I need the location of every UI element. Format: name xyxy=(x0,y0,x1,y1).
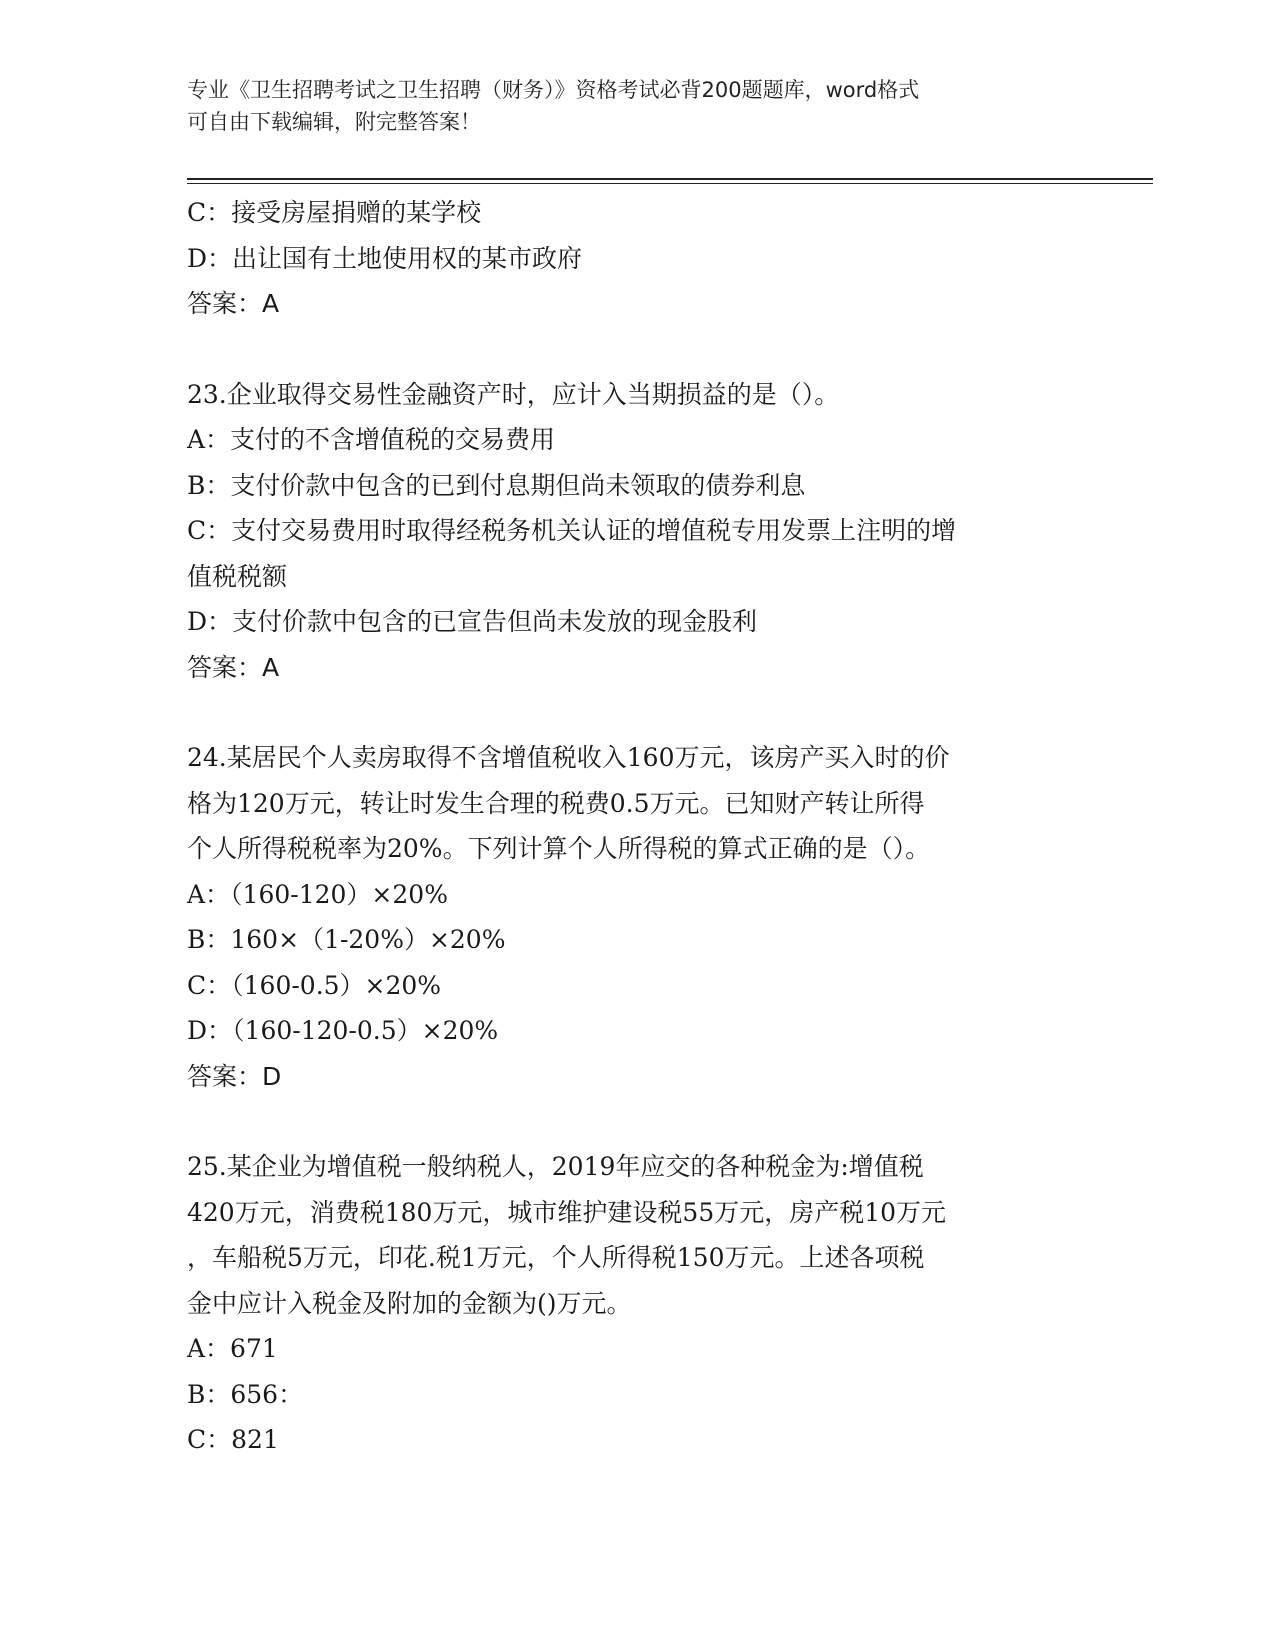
header-divider-thin xyxy=(187,183,1153,184)
spacer xyxy=(187,1099,1087,1144)
header-divider-thick xyxy=(187,178,1153,180)
question-23 xyxy=(187,372,1087,691)
option-d: D：出让国有土地使用权的某市政府 xyxy=(187,243,583,273)
option-a: A：671 xyxy=(187,1334,278,1363)
option-c: C：支付交易费用时取得经税务机关认证的增值税专用发票上注明的增 xyxy=(187,516,957,545)
option-a: A：支付的不含增值税的交易费用 xyxy=(187,425,556,454)
option-d: D：（160-120-0.5）×20% xyxy=(187,1016,499,1045)
option-c: C：接受房屋捐赠的某学校 xyxy=(187,198,482,227)
option-c: C：821 xyxy=(187,1425,279,1454)
answer: 答案：A xyxy=(187,289,280,318)
question-stem-continued: 格为120万元，转让时发生合理的税费0.5万元。已知财产转让所得 xyxy=(187,788,925,818)
header-title-line-1: 专业《卫生招聘考试之卫生招聘（财务）》资格考试必背200题题库，word格式 xyxy=(187,78,920,102)
option-b: B：656： xyxy=(187,1379,304,1409)
question-stem-continued: 个人所得税税率为20%。下列计算个人所得税的算式正确的是（）。 xyxy=(187,834,931,863)
option-d: D：支付价款中包含的已宣告但尚未发放的现金股利 xyxy=(187,607,758,636)
question-list xyxy=(187,190,1087,1463)
option-b: B：支付价款中包含的已到付息期但尚未领取的债券利息 xyxy=(187,470,806,500)
spacer xyxy=(187,327,1087,372)
question-stem: 24.某居民个人卖房取得不含增值税收入160万元，该房产买入时的价 xyxy=(187,743,950,772)
question-24 xyxy=(187,735,1087,1099)
header-title-line-2: 可自由下载编辑，附完整答案！ xyxy=(187,110,481,134)
spacer xyxy=(187,690,1087,735)
document-header xyxy=(187,74,1087,138)
question-stem: 25.某企业为增值税一般纳税人，2019年应交的各种税金为:增值税 xyxy=(187,1152,924,1181)
question-25 xyxy=(187,1144,1087,1463)
question-stem-continued: 420万元，消费税180万元，城市维护建设税55万元，房产税10万元 xyxy=(187,1197,947,1227)
option-c-continued: 值税税额 xyxy=(187,561,288,591)
question-stem-continued: 金中应计入税金及附加的金额为()万元。 xyxy=(187,1288,632,1318)
answer: 答案：A xyxy=(187,652,280,682)
option-c: C：（160-0.5）×20% xyxy=(187,970,442,1000)
question-22-tail xyxy=(187,190,1087,327)
question-stem: 23.企业取得交易性金融资产时，应计入当期损益的是（）。 xyxy=(187,379,840,409)
option-a: A：（160-120）×20% xyxy=(187,879,448,909)
answer: 答案：D xyxy=(187,1061,282,1091)
option-b: B：160×（1-20%）×20% xyxy=(187,925,506,954)
question-stem-continued: ，车船税5万元，印花.税1万元，个人所得税150万元。上述各项税 xyxy=(187,1243,925,1272)
